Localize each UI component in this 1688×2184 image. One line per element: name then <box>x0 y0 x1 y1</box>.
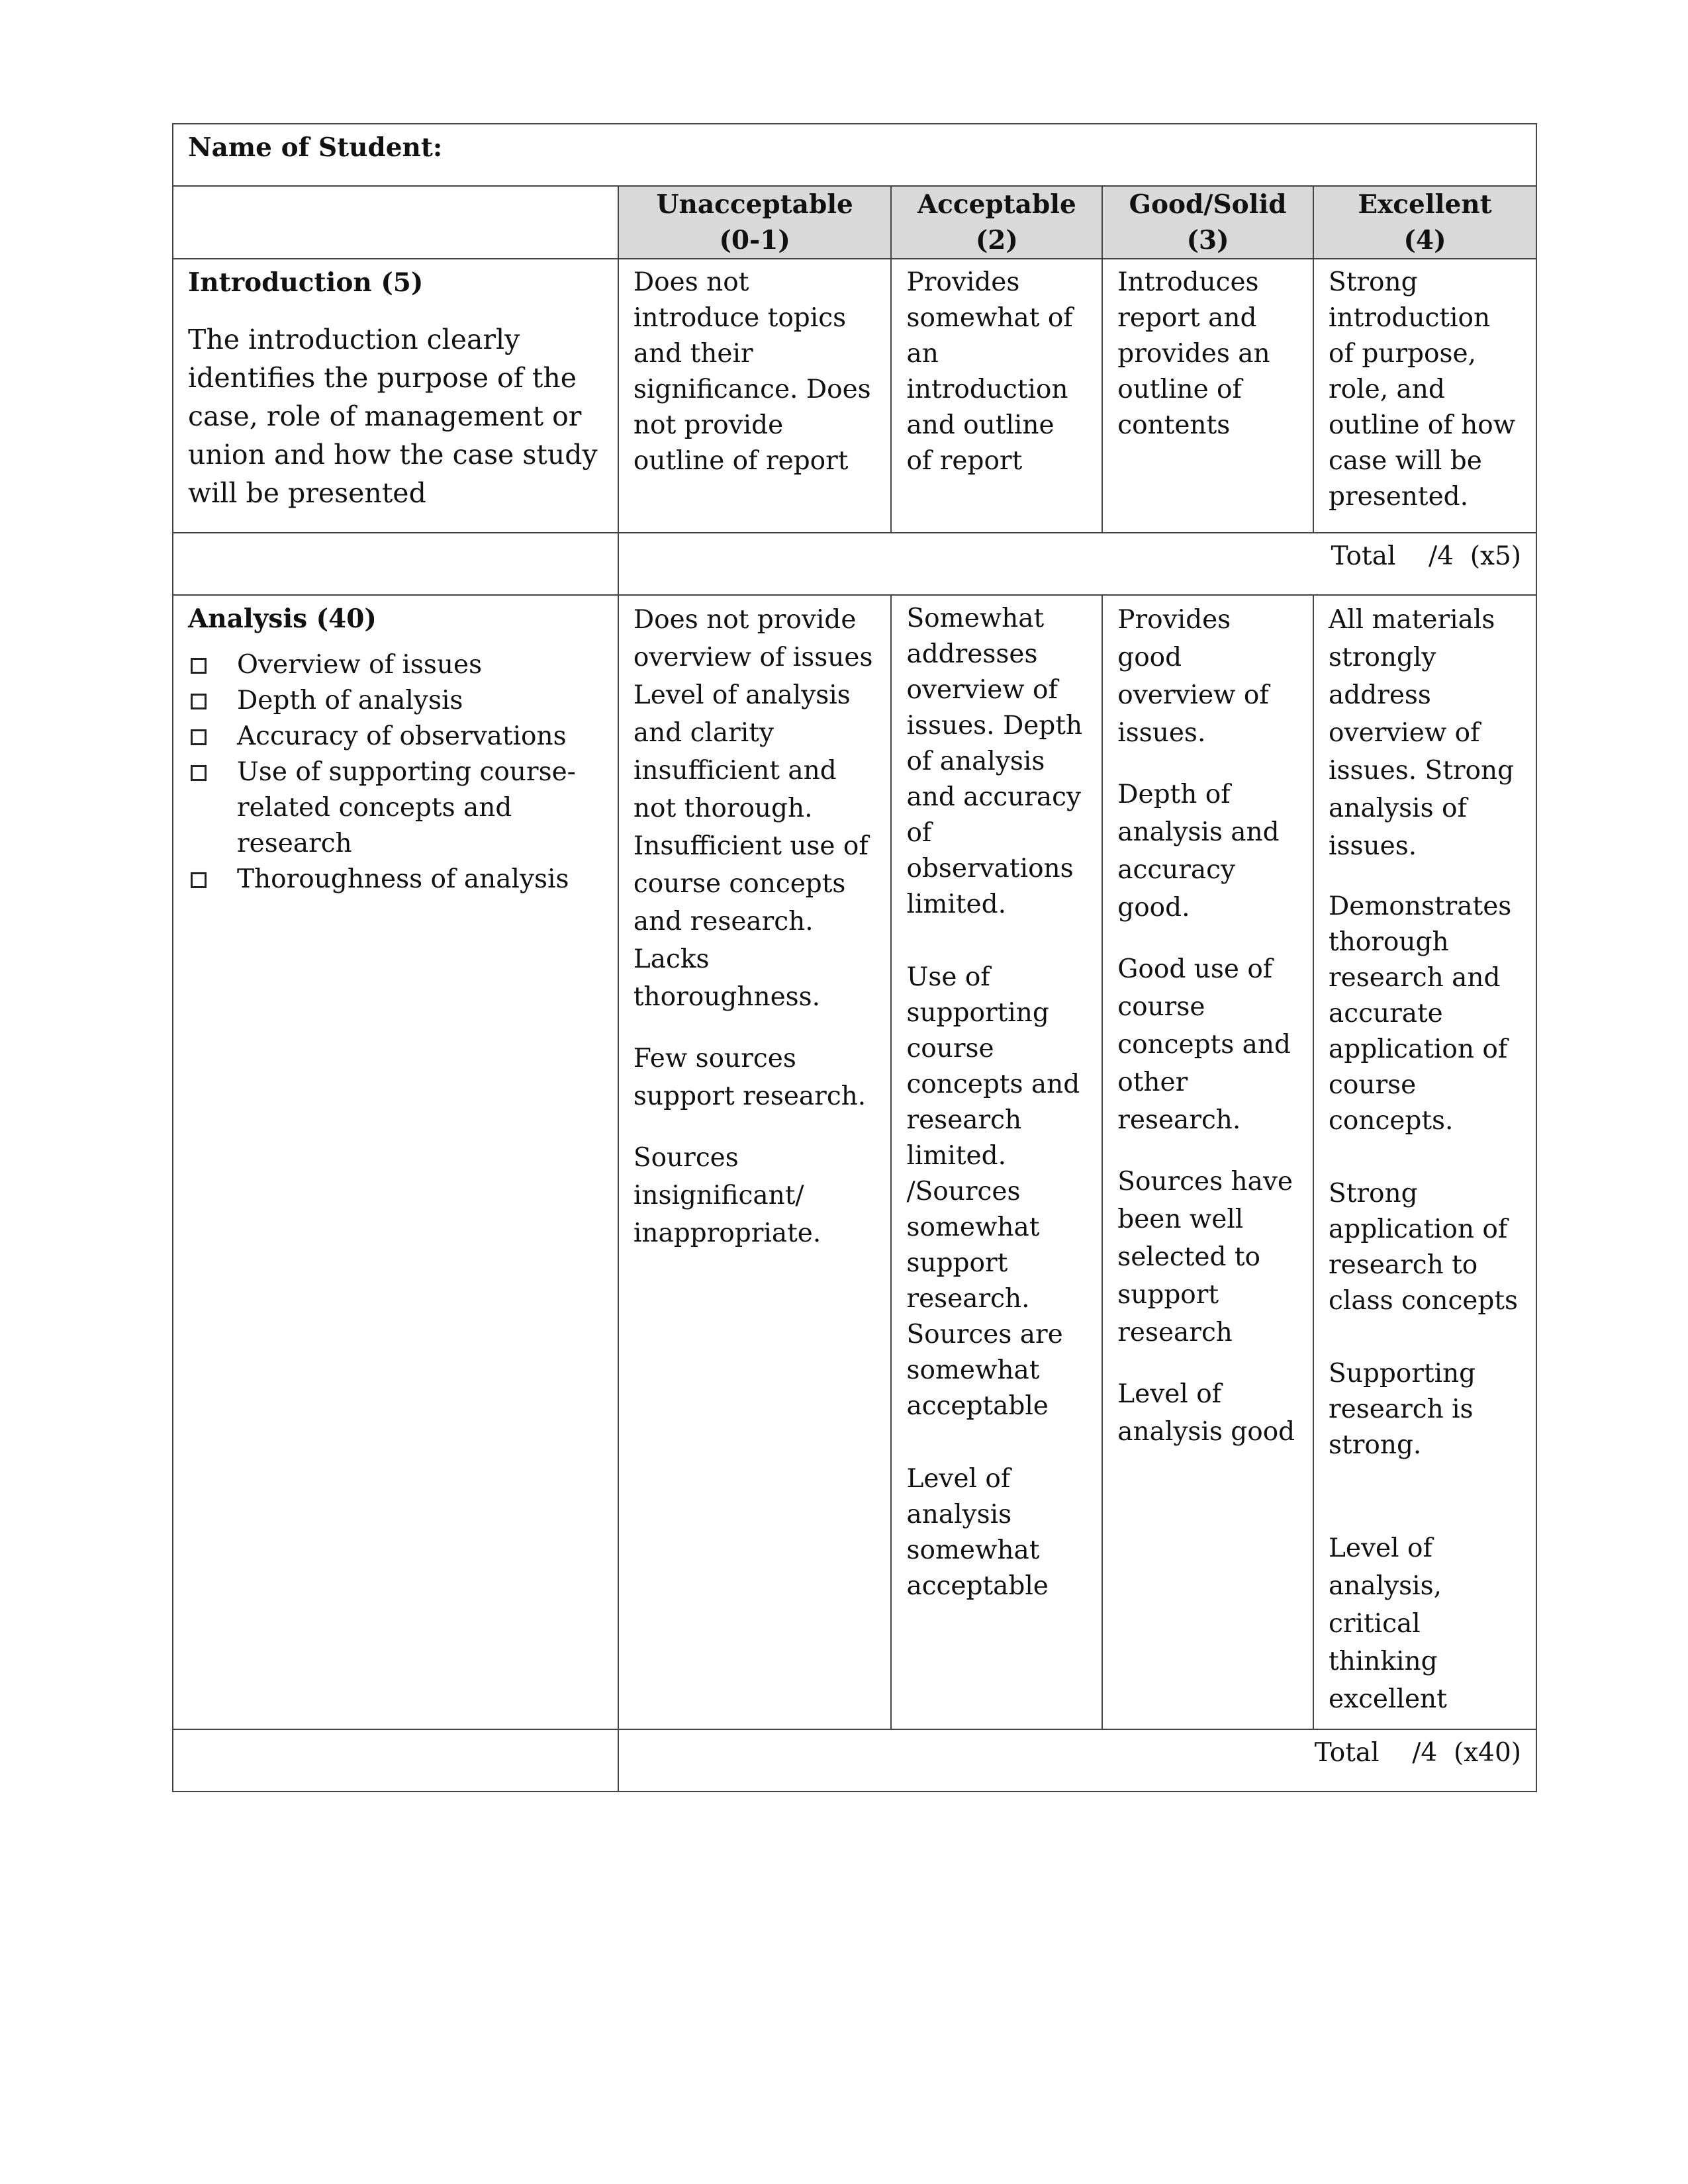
header-acceptable: Acceptable (2) <box>891 186 1102 259</box>
checkbox-icon[interactable] <box>191 872 207 888</box>
introduction-unacceptable: Does not introduce topics and their significance. Does not provide outline of report <box>618 259 892 533</box>
analysis-good-text: Sources have been well selected to support research <box>1117 1167 1293 1347</box>
checklist-item: Use of supporting course-related concepts and research <box>188 754 603 862</box>
checklist-item: Thoroughness of analysis <box>188 862 603 897</box>
analysis-unacceptable <box>618 595 892 1729</box>
analysis-acceptable <box>891 595 1102 1729</box>
analysis-excellent-text: All materials strongly address overview of issues. Strong analysis of issues. <box>1329 605 1515 861</box>
analysis-criterion <box>173 595 618 1729</box>
analysis-unacceptable-text: Does not provide overview of issues Level of analysis and clarity insufficient and not thorough. Insufficient use of course concepts and research. Lacks thoroughness. <box>633 605 873 1012</box>
analysis-excellent <box>1313 595 1536 1729</box>
introduction-good: Introduces report and provides an outline of contents <box>1102 259 1313 533</box>
analysis-acceptable-text: Somewhat addresses overview of issues. Depth of analysis and accuracy of observations limited. <box>906 604 1083 919</box>
analysis-acceptable-text: Level of analysis somewhat acceptable <box>906 1464 1049 1601</box>
checklist-item: Overview of issues <box>188 647 603 683</box>
analysis-excellent-text: Demonstrates thorough research and accurate application of course concepts. <box>1329 891 1512 1136</box>
checklist-item: Accuracy of observations <box>188 719 603 754</box>
analysis-good-text: Depth of analysis and accuracy good. <box>1117 780 1280 923</box>
analysis-unacceptable-text: Few sources support research. <box>633 1044 867 1111</box>
analysis-good <box>1102 595 1313 1729</box>
analysis-excellent-text: Strong application of research to class concepts <box>1329 1179 1519 1316</box>
analysis-good-text: Provides good overview of issues. <box>1117 605 1269 748</box>
analysis-total[interactable]: Total /4 (x40) <box>618 1729 1536 1792</box>
checkbox-icon[interactable] <box>191 765 207 781</box>
rubric-table <box>172 123 1537 1792</box>
analysis-total-blank <box>173 1729 618 1792</box>
header-excellent: Excellent (4) <box>1313 186 1536 259</box>
header-unacceptable: Unacceptable (0-1) <box>618 186 892 259</box>
analysis-good-text: Good use of course concepts and other research. <box>1117 954 1291 1135</box>
introduction-criterion <box>173 259 618 533</box>
introduction-description: The introduction clearly identifies the purpose of the case, role of management or union and how the case study will be presented <box>188 324 598 509</box>
analysis-excellent-text: Level of analysis, critical thinking excellent <box>1329 1533 1447 1714</box>
analysis-excellent-text: Supporting research is strong. <box>1329 1359 1476 1460</box>
analysis-checklist <box>188 647 603 897</box>
checkbox-icon[interactable] <box>191 658 207 674</box>
introduction-title: Introduction (5) <box>188 267 424 298</box>
student-name-label: Name of Student: <box>188 132 443 163</box>
analysis-title: Analysis (40) <box>188 604 377 634</box>
header-blank-cell <box>173 186 618 259</box>
analysis-acceptable-text: Use of supporting course concepts and research limited. /Sources somewhat support research. Sources are somewhat acceptable <box>906 962 1080 1421</box>
checkbox-icon[interactable] <box>191 729 207 745</box>
analysis-unacceptable-text: Sources insignificant/ inappropriate. <box>633 1143 821 1248</box>
analysis-good-text: Level of analysis good <box>1117 1379 1295 1447</box>
checkbox-icon[interactable] <box>191 694 207 709</box>
introduction-excellent: Strong introduction of purpose, role, and outline of how case will be presented. <box>1313 259 1536 533</box>
introduction-total-blank <box>173 533 618 595</box>
student-name-field[interactable] <box>173 124 1536 186</box>
checklist-item: Depth of analysis <box>188 683 603 719</box>
header-good-solid: Good/Solid (3) <box>1102 186 1313 259</box>
introduction-total[interactable]: Total /4 (x5) <box>618 533 1536 595</box>
introduction-acceptable: Provides somewhat of an introduction and outline of report <box>891 259 1102 533</box>
